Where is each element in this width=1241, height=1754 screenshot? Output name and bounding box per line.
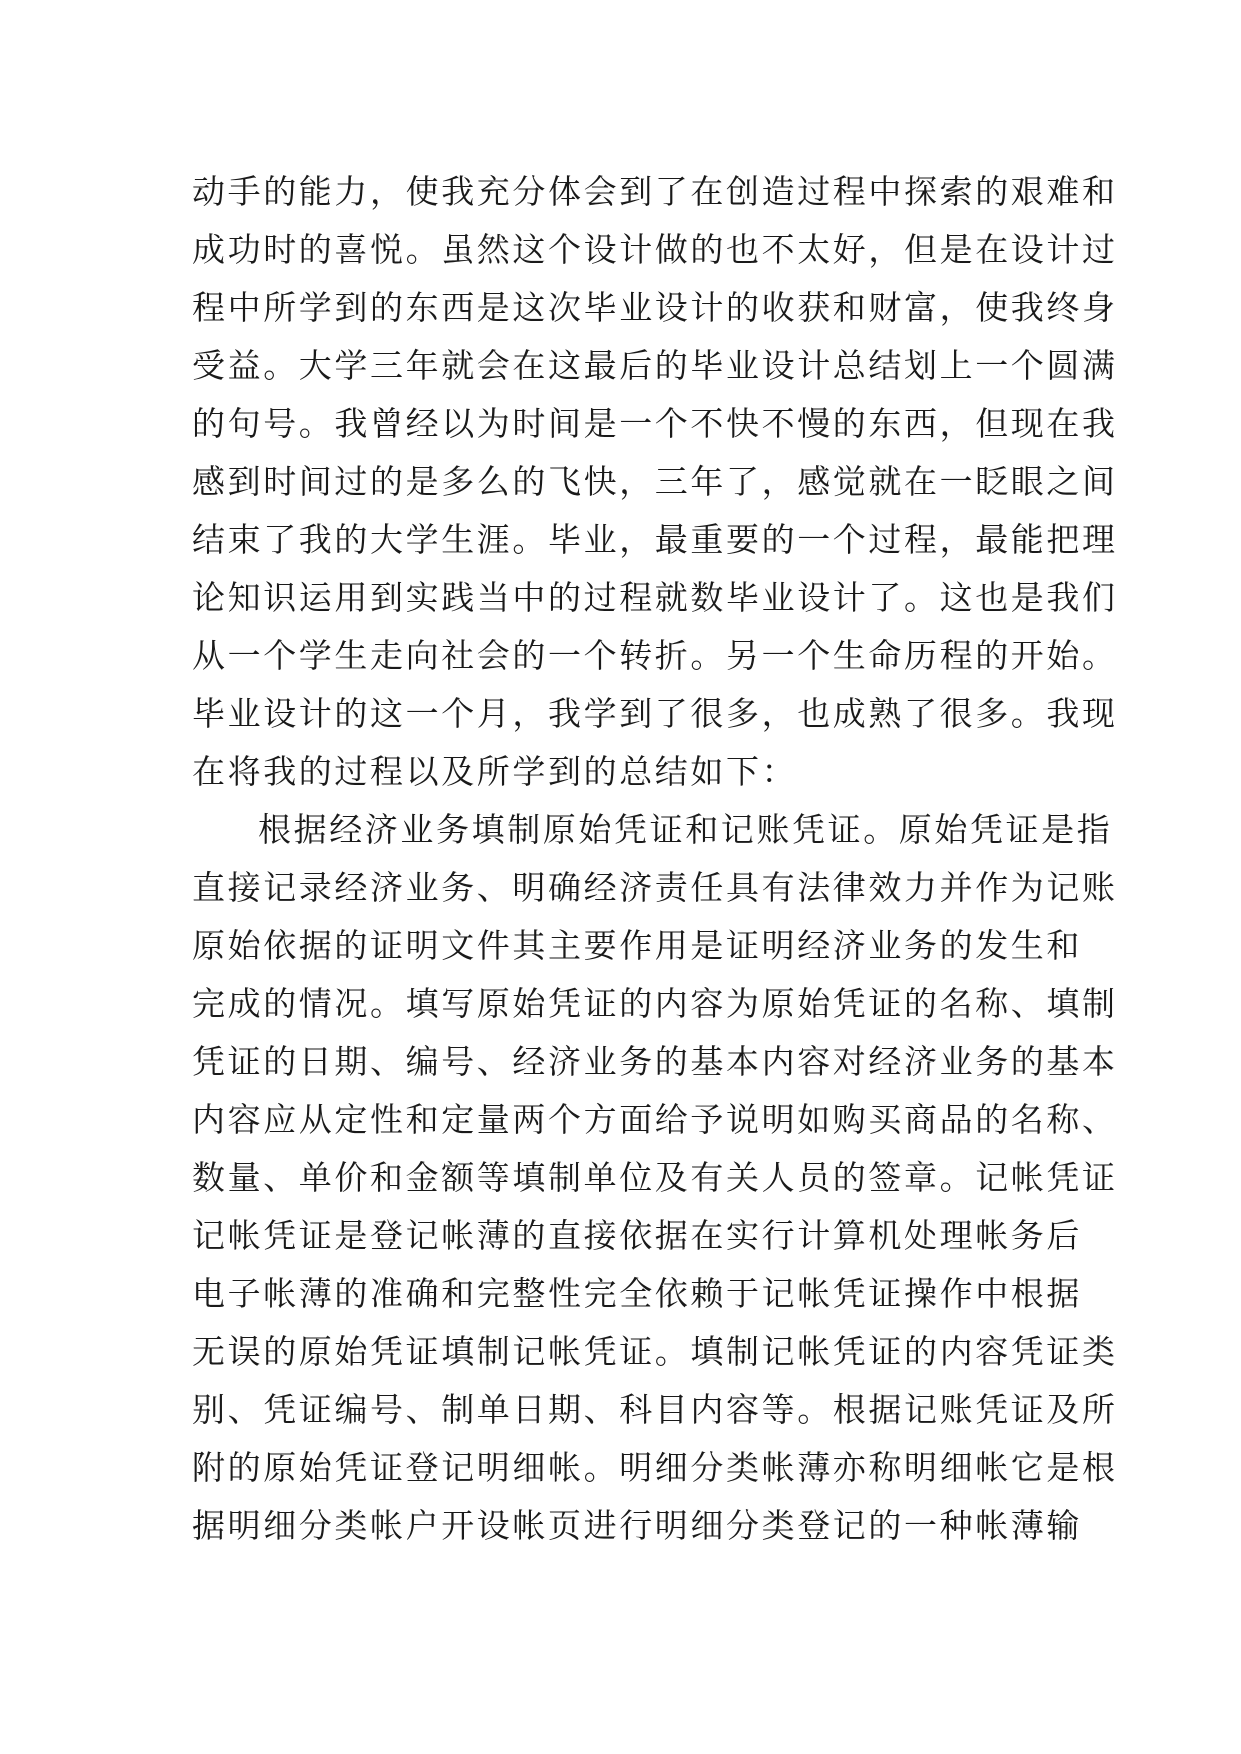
text-line-17: 内容应从定性和定量两个方面给予说明如购买商品的名称、 xyxy=(192,1100,1118,1139)
body-text xyxy=(192,163,1118,1555)
text-line-13: 直接记录经济业务、明确经济责任具有法律效力并作为记账 xyxy=(192,868,1118,907)
text-line-23: 附的原始凭证登记明细帐。明细分类帐薄亦称明细帐它是根 xyxy=(192,1448,1118,1487)
text-line-24: 据明细分类帐户开设帐页进行明细分类登记的一种帐薄输 xyxy=(192,1506,1082,1545)
text-line-11: 在将我的过程以及所学到的总结如下： xyxy=(192,752,798,791)
text-line-18: 数量、单价和金额等填制单位及有关人员的签章。记帐凭证 xyxy=(192,1158,1118,1197)
text-line-9: 从一个学生走向社会的一个转折。另一个生命历程的开始。 xyxy=(192,636,1118,675)
text-line-14: 原始依据的证明文件其主要作用是证明经济业务的发生和 xyxy=(192,926,1082,965)
text-line-19: 记帐凭证是登记帐薄的直接依据在实行计算机处理帐务后 xyxy=(192,1216,1082,1255)
text-line-10: 毕业设计的这一个月，我学到了很多，也成熟了很多。我现 xyxy=(192,694,1118,733)
text-line-15: 完成的情况。填写原始凭证的内容为原始凭证的名称、填制 xyxy=(192,984,1118,1023)
text-line-7: 结束了我的大学生涯。毕业，最重要的一个过程，最能把理 xyxy=(192,520,1118,559)
text-line-5: 的句号。我曾经以为时间是一个不快不慢的东西，但现在我 xyxy=(192,404,1118,443)
text-line-2: 成功时的喜悦。虽然这个设计做的也不太好，但是在设计过 xyxy=(192,230,1118,269)
paragraph-start-line: 根据经济业务填制原始凭证和记账凭证。原始凭证是指 xyxy=(258,810,1113,849)
text-line-1: 动手的能力，使我充分体会到了在创造过程中探索的艰难和 xyxy=(192,172,1118,211)
text-line-6: 感到时间过的是多么的飞快，三年了，感觉就在一眨眼之间 xyxy=(192,462,1118,501)
text-line-16: 凭证的日期、编号、经济业务的基本内容对经济业务的基本 xyxy=(192,1042,1118,1081)
text-line-4: 受益。大学三年就会在这最后的毕业设计总结划上一个圆满 xyxy=(192,346,1118,385)
text-line-22: 别、凭证编号、制单日期、科目内容等。根据记账凭证及所 xyxy=(192,1390,1118,1429)
text-line-3: 程中所学到的东西是这次毕业设计的收获和财富，使我终身 xyxy=(192,288,1118,327)
text-line-8: 论知识运用到实践当中的过程就数毕业设计了。这也是我们 xyxy=(192,578,1118,617)
text-line-21: 无误的原始凭证填制记帐凭证。填制记帐凭证的内容凭证类 xyxy=(192,1332,1118,1371)
text-line-20: 电子帐薄的准确和完整性完全依赖于记帐凭证操作中根据 xyxy=(192,1274,1082,1313)
